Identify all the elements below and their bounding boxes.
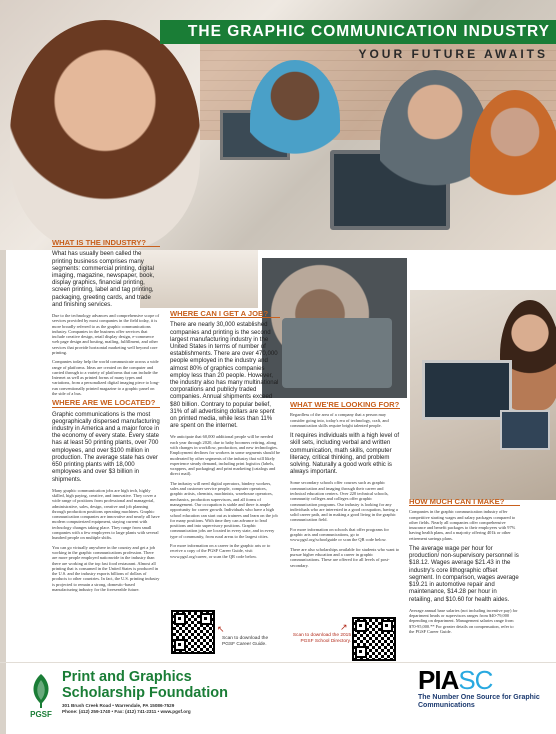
piasc-wordmark-accent: SC — [458, 665, 493, 695]
money-paragraph: Companies in the graphic communication industry offer competitive starting wages and salary packages compared to other fields. Nearly all companies offer comprehensive insurance and benefit packages to their employees with 97% having health plans, and a majority offering 401k or other retirement savings plans. — [409, 509, 516, 541]
monitor-image — [422, 360, 512, 420]
pgsf-name-line1: Print and Graphics — [62, 669, 192, 685]
money-lead-paragraph: The average wage per hour for production/ non-supervisory personnel is $18.12. Wages average $21.43 in the industry's core lithographic offset segment. In comparison, wages average $19.21 in automotive repair and maintenance, $14.28 per hour in retailing, and $10.60 for health aides. — [409, 545, 519, 603]
looking-lead-paragraph: It requires individuals with a high level of skill sets, including verbal and written communication, math skills, computer literacy, critical thinking, and problem solving. Naturally a good work ethic is always important. — [290, 432, 400, 476]
qr-finder-mark — [174, 639, 186, 651]
press-operator-photo — [262, 258, 407, 398]
pgsf-organization-name — [62, 670, 228, 701]
student-photo — [470, 90, 556, 230]
looking-paragraph: Regardless of the area of a company that a person may consider going into, today's era of technology, craft, and communication skills require bright talented people. — [290, 412, 389, 428]
column-industry-location — [52, 240, 160, 596]
monitor-image — [500, 410, 550, 450]
job-paragraph: For more information on a career in the graphic arts or to receive a copy of the PGSF Career Guide, visit www.pgsf.org/career, or scan the QR code below. — [170, 542, 271, 559]
page-title: THE GRAPHIC COMMUNICATION INDUSTRY — [160, 20, 556, 44]
arrow-left-icon: ↖ — [217, 624, 225, 634]
student-photo — [250, 60, 340, 180]
qr-finder-mark — [355, 620, 367, 632]
looking-paragraph: Some secondary schools offer courses such as graphic communication and imaging through their career and technical education centers. Over 220 technical schools, community colleges and colleges offer graphic communication programs. Our industry is looking for any individuals who are interested in a good occupation, having a solid career path, and in making a good living in the graphic communication field. — [290, 480, 398, 523]
qr-finder-mark — [381, 620, 393, 632]
column-salary — [409, 499, 520, 638]
footer-divider — [0, 662, 556, 663]
what-paragraph: Due to the technology advances and comprehensive scope of services provided by most companies in the field today, it is more broadly referred to as the graphic communications industry. Companies in the business offer services that include creative design, retail display design, e-commerce web page design and hosting, mailing, fulfillment, and other services that provide horizontal marketing well beyond core printing. — [52, 312, 160, 355]
qr-caption-career-guide: Scan to download the PGSF Career Guide. — [222, 636, 269, 647]
arrow-right-icon: ↗ — [340, 622, 348, 632]
qr-caption-school-directory: Scan to download the 2015 PGSF School Directory. — [292, 633, 351, 644]
where-lead-paragraph: Graphic communications is the most geographically dispersed manufacturing industry in America and a major force in the economy of every state. Every state has at least 50 printing plants, over 700 employees, and over $100 million in production. The average state has over 650 printing plants with 18,000 employees and over $3 billion in shipments. — [52, 410, 160, 483]
section-heading-what: WHAT IS THE INDUSTRY? — [52, 240, 160, 247]
where-paragraph: You can go virtually anywhere in the country and get a job working in the graphic communications profession. There are more people employed nationwide in the industry than there are working at the top fast food restaurant. Almost all printing that is consumed in the United States is produced in the U.S. and the industry exports billions of dollars of products to other countries. In fact, the U.S. printing industry is projected to remain a strong, domestic-based manufacturing industry for the foreseeable future. — [52, 544, 160, 593]
money-paragraph: Average annual base salaries (not including incentive pay) for department heads or supervisors ranges from $40-79,000 depending on department. Management salaries range from $70-95,000.** For greater details on compensation, refer to the PGSF Career Guide. — [409, 607, 518, 634]
piasc-logo — [418, 666, 548, 710]
looking-paragraph: For more information on schools that offer programs for graphic arts and communications, go to www.pgsf.org/schoolguide or scan the QR code below. — [290, 526, 389, 543]
printing-press-image — [282, 318, 392, 388]
header — [160, 20, 556, 61]
column-looking-for — [290, 402, 400, 572]
pgsf-logo-text: PGSF — [30, 710, 52, 719]
what-paragraph: Companies today help the world communicate across a wide range of platforms. Ideas are created on the computer and carried through to a variety of platforms that can include the Internet as well as printed forms of many types and variations, from a personalized digital imaging piece to long-run conventionally printed magazine to a graphic panel on the side of a bus. — [52, 359, 160, 397]
qr-finder-mark — [174, 613, 186, 625]
pgsf-name-line2: Scholarship Foundation — [62, 684, 228, 701]
section-heading-money: HOW MUCH CAN I MAKE? — [409, 499, 520, 506]
page-subtitle: YOUR FUTURE AWAITS — [358, 47, 548, 61]
job-lead-paragraph: There are nearly 30,000 established companies and printing is the second largest manufacturing industry in the United States in terms of number of establishments. There are over 470,000 people employed in the industry and almost 80% of graphics companies employ less than 20 people. However, the industry also has many multinational corporations and publicly traded companies. Annual shipments exceed $80 billion. Contrary to popular belief, 31% of all advertising dollars are spent on printed media, while less than 11% are spent on the internet. — [170, 321, 279, 430]
pgsf-address: 301 Brush Creek Road • Warrendale, PA 15086-7529 — [62, 703, 175, 708]
qr-finder-mark — [200, 613, 212, 625]
piasc-wordmark — [418, 666, 548, 694]
piasc-tagline: The Number One Source for Graphic Communications — [418, 694, 540, 709]
school-directory-qr-code[interactable] — [352, 617, 396, 661]
piasc-wordmark-main: PIA — [418, 665, 459, 695]
designer-at-computer-photo — [410, 290, 556, 500]
section-heading-where: WHERE ARE WE LOCATED? — [52, 400, 160, 407]
career-guide-qr-code[interactable] — [171, 610, 215, 654]
what-lead-paragraph: What has usually been called the printing business comprises many segments: commercial printing, digital imaging, magazine, newspaper, book, display graphics, financial printing, screen printing, label and tag printing, packaging, greeting cards, and trade and finishing services. — [52, 250, 155, 308]
looking-paragraph: There are also scholarships available for students who want to pursue higher education and a career in graphic communications. These are offered for all levels of post-secondary. — [290, 546, 400, 568]
pgsf-phone: Phone: (412) 259-1740 • Fax: (412) 741-2311 • www.pgsf.org — [62, 709, 191, 714]
section-heading-looking: WHAT WE'RE LOOKING FOR? — [290, 400, 400, 409]
qr-finder-mark — [355, 646, 367, 658]
pgsf-logo-icon — [26, 672, 56, 720]
job-paragraph: We anticipate that 60,000 additional people will be needed each year through 2020, due to baby boomers retiring, along with changes in workflow, production, and new technologies. Employment declines for workers in some segments should be moderated by other segments of the industry that will likely experience steady demand, including print logistics (labels, wrappers, and packaging) and print marketing (catalogs and direct mail). — [170, 434, 280, 477]
job-paragraph: The industry will need digital operators, bindery workers, sales and customer service people, computer operators, graphic artists, chemists, machinists, warehouse operators, mechanics, production supervisors, and all forms of management. Our occupation is stable and there is ample opportunity for career growth. Individuals who have a high school education can start out as trainees and learn on the job for many positions. With time they can advance to lead positions and into supervisory positions. Graphic communication jobs are located in every state, and in every type of community, from rural areas to the largest cities. — [170, 480, 278, 539]
column-jobs — [170, 311, 280, 563]
where-paragraph: Many graphic communication jobs are high tech, highly skilled, high paying, creative, and innovative. They cover a wide range of positions from professional and managerial, administrative, sales, design, creative and job planning through production positions operating machines. Graphic communication companies are innovative and nearly all have modern computerized equipment, staying current with technology changes taking place. They range from small companies with a few employees to large plants with several hundred people on multiple shifts. — [52, 487, 160, 541]
pgsf-contact — [62, 703, 191, 715]
section-heading-job: WHERE CAN I GET A JOB? — [170, 311, 280, 318]
